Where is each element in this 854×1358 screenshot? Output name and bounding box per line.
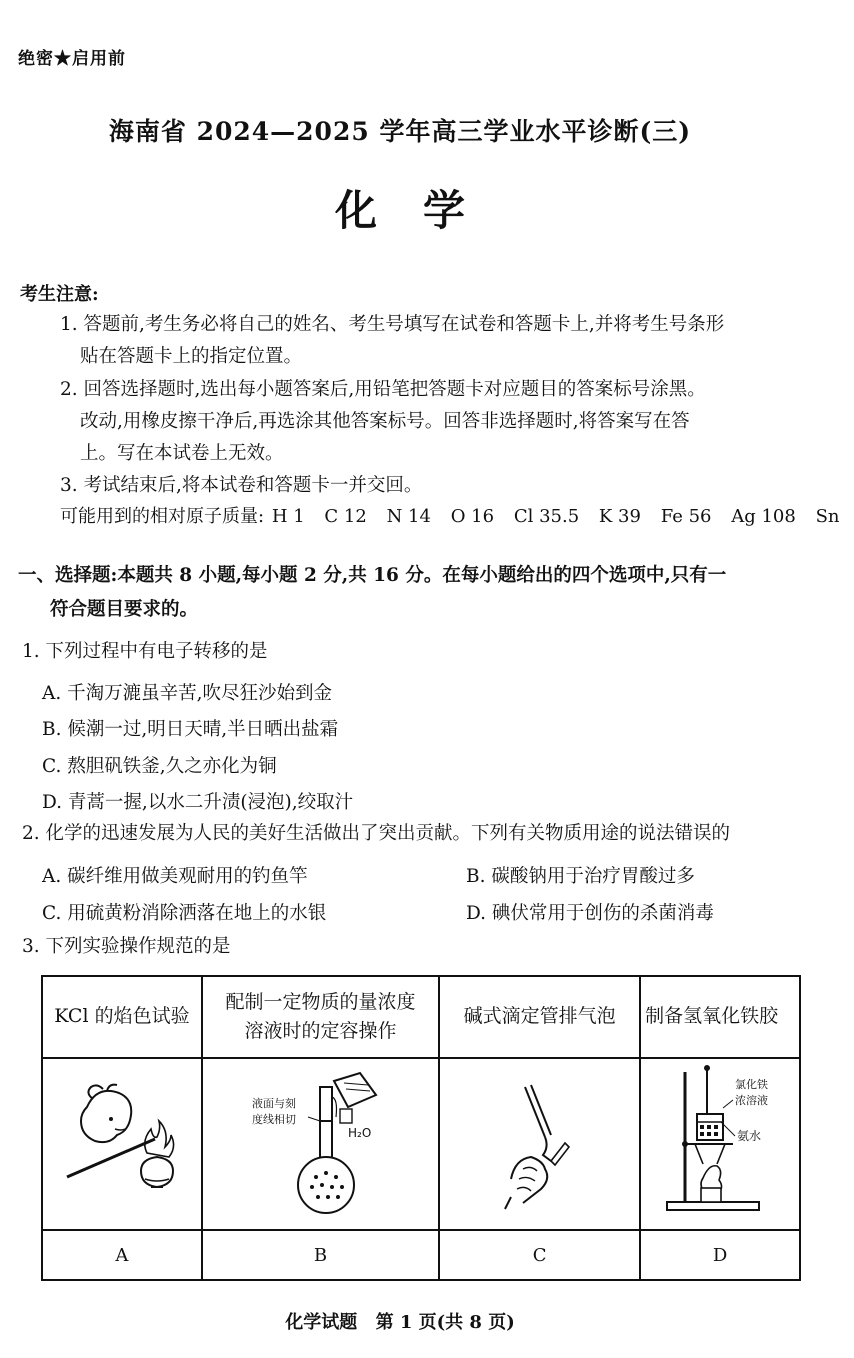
atomic-mass-item: Cl 35.5 [513,506,580,527]
d-label-fecl3-2: 浓溶液 [735,1093,769,1107]
atomic-mass-item: O 16 [450,506,495,527]
notice-item: 上。写在本试卷上无效。 [80,443,284,464]
figure-b-cell [202,1058,439,1230]
volumetric-flask-figure [220,1067,420,1217]
flame-test-figure [47,1067,197,1217]
confidential-mark: 绝密★启用前 [18,49,126,69]
option-letter-c: C [439,1230,640,1280]
notice-heading: 考生注意: [20,284,99,305]
notice-item: 3. 考试结束后,将本试卷和答题卡一并交回。 [60,475,423,496]
burette-figure [465,1067,615,1217]
header-cell-c: 碱式滴定管排气泡 [439,976,640,1058]
subject-title: 化学 [334,186,511,235]
figure-d-cell [640,1058,800,1230]
header-cell-d: 制备氢氧化铁胶 [640,976,800,1058]
experiment-table [41,975,801,1281]
q1-option-a: A. 千淘万漉虽辛苦,吹尽狂沙始到金 [42,683,333,704]
q2-option-c: C. 用硫黄粉消除洒落在地上的水银 [42,903,327,924]
q1-option-b: B. 候潮一过,明日天晴,半日晒出盐霜 [42,719,339,740]
atomic-mass-item: K 39 [598,506,641,527]
q2-option-d: D. 碘伏常用于创伤的杀菌消毒 [466,903,714,924]
b-note-line1: 液面与刻 [252,1096,297,1110]
q2-option-a: A. 碳纤维用做美观耐用的钓鱼竿 [42,866,308,887]
atomic-mass-item: H 1 [271,506,305,527]
atomic-mass-item: Fe 56 [660,506,712,527]
exam-title: 海南省 2024—2025 学年高三学业水平诊断(三) [108,117,692,146]
notice-item: 2. 回答选择题时,选出每小题答案后,用铅笔把答题卡对应题目的答案标号涂黑。 [60,379,706,400]
d-label-ammonia: 氨水 [737,1128,762,1143]
q2-option-b: B. 碳酸钠用于治疗胃酸过多 [466,866,695,887]
header-cell-a: KCl 的焰色试验 [42,976,202,1058]
notice-item: 1. 答题前,考生务必将自己的姓名、考生号填写在试卷和答题卡上,并将考生号条形 [60,314,725,335]
figure-a-cell [42,1058,202,1230]
q1-option-d: D. 青蒿一握,以水二升渍(浸泡),绞取汁 [42,792,354,813]
atomic-mass-item: Ag 108 [731,506,796,527]
b-note-line2: 度线相切 [252,1112,297,1126]
footer-page-number: 第 1 页(共 8 页) [375,1312,515,1333]
atomic-mass-label: 可能用到的相对原子质量: [60,506,265,527]
question-2-stem: 2. 化学的迅速发展为人民的美好生活做出了突出贡献。下列有关物质用途的说法错误的 [22,823,731,844]
option-letter-d: D [640,1230,800,1280]
d-label-fecl3-1: 氯化铁 [735,1077,769,1091]
figure-c-cell [439,1058,640,1230]
option-letter-b: B [202,1230,439,1280]
atomic-mass-item: Sn [815,506,840,527]
b-water-label: H₂O [348,1125,372,1140]
atomic-mass-line [60,502,854,528]
question-1-stem: 1. 下列过程中有电子转移的是 [22,641,268,662]
question-3-stem: 3. 下列实验操作规范的是 [22,936,231,957]
q1-option-c: C. 熬胆矾铁釜,久之亦化为铜 [42,756,277,777]
header-cell-b: 配制一定物质的量浓度 溶液时的定容操作 [202,976,439,1058]
page-footer [0,1308,800,1334]
footer-subject: 化学试题 [285,1312,358,1333]
notice-item: 改动,用橡皮擦干净后,再选涂其他答案标号。回答非选择题时,将答案写在答 [80,411,690,432]
atomic-mass-item: N 14 [386,506,431,527]
option-letter-a: A [42,1230,202,1280]
section-heading-cont: 符合题目要求的。 [50,599,199,620]
atomic-mass-item: C 12 [324,506,367,527]
section-heading: 一、选择题:本题共 8 小题,每小题 2 分,共 16 分。在每小题给出的四个选项中,只有一 [18,565,727,586]
ferric-hydroxide-setup-figure [645,1062,795,1222]
notice-item: 贴在答题卡上的指定位置。 [80,346,303,367]
